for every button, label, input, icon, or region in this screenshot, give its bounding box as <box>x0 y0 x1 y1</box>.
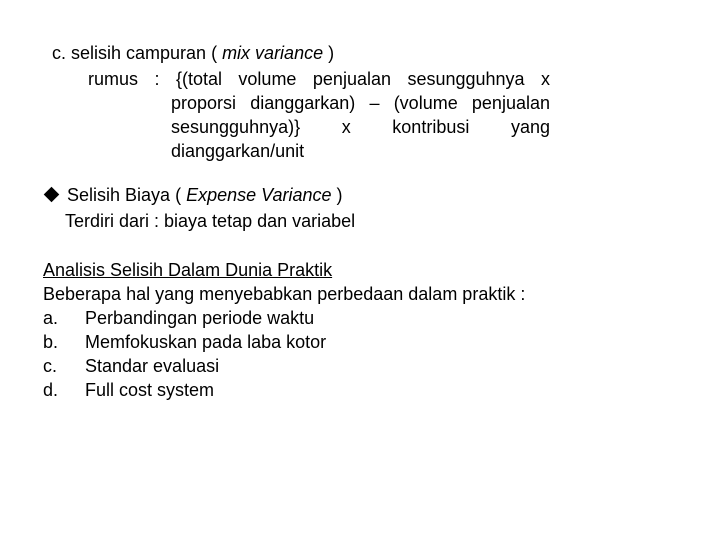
list-item <box>43 355 219 377</box>
expense-variance-term: Expense Variance <box>186 185 332 205</box>
list-item <box>43 379 214 401</box>
formula-line-1: rumus : {(total volume penjualan sesungguhnya x <box>88 69 550 89</box>
list-marker: c. <box>43 356 58 376</box>
list-marker: d. <box>43 380 59 400</box>
list-item <box>43 307 314 329</box>
list-item-text: Memfokuskan pada laba kotor <box>85 332 327 352</box>
diamond-icon <box>44 187 60 203</box>
expense-variance-heading: Selisih Biaya ( Expense Variance ) <box>46 184 343 206</box>
list-item-text: Standar evaluasi <box>85 356 220 376</box>
analysis-heading: Analisis Selisih Dalam Dunia Praktik <box>43 260 333 280</box>
list-item-text: Perbandingan periode waktu <box>85 308 315 328</box>
list-marker: b. <box>43 332 59 352</box>
formula-line-4: dianggarkan/unit <box>171 141 305 161</box>
formula-line-3: sesungguhnya)} x kontribusi yang <box>171 117 550 137</box>
list-item-text: Full cost system <box>85 380 215 400</box>
mix-variance-heading: c. selisih campuran ( mix variance ) <box>52 43 335 63</box>
list-item <box>43 331 326 353</box>
formula-line-2: proporsi dianggarkan) – (volume penjualan <box>171 93 550 113</box>
mix-variance-term: mix variance <box>222 43 324 63</box>
list-marker: a. <box>43 308 59 328</box>
analysis-intro: Beberapa hal yang menyebabkan perbedaan dalam praktik : <box>43 284 526 304</box>
expense-variance-detail: Terdiri dari : biaya tetap dan variabel <box>65 211 356 231</box>
